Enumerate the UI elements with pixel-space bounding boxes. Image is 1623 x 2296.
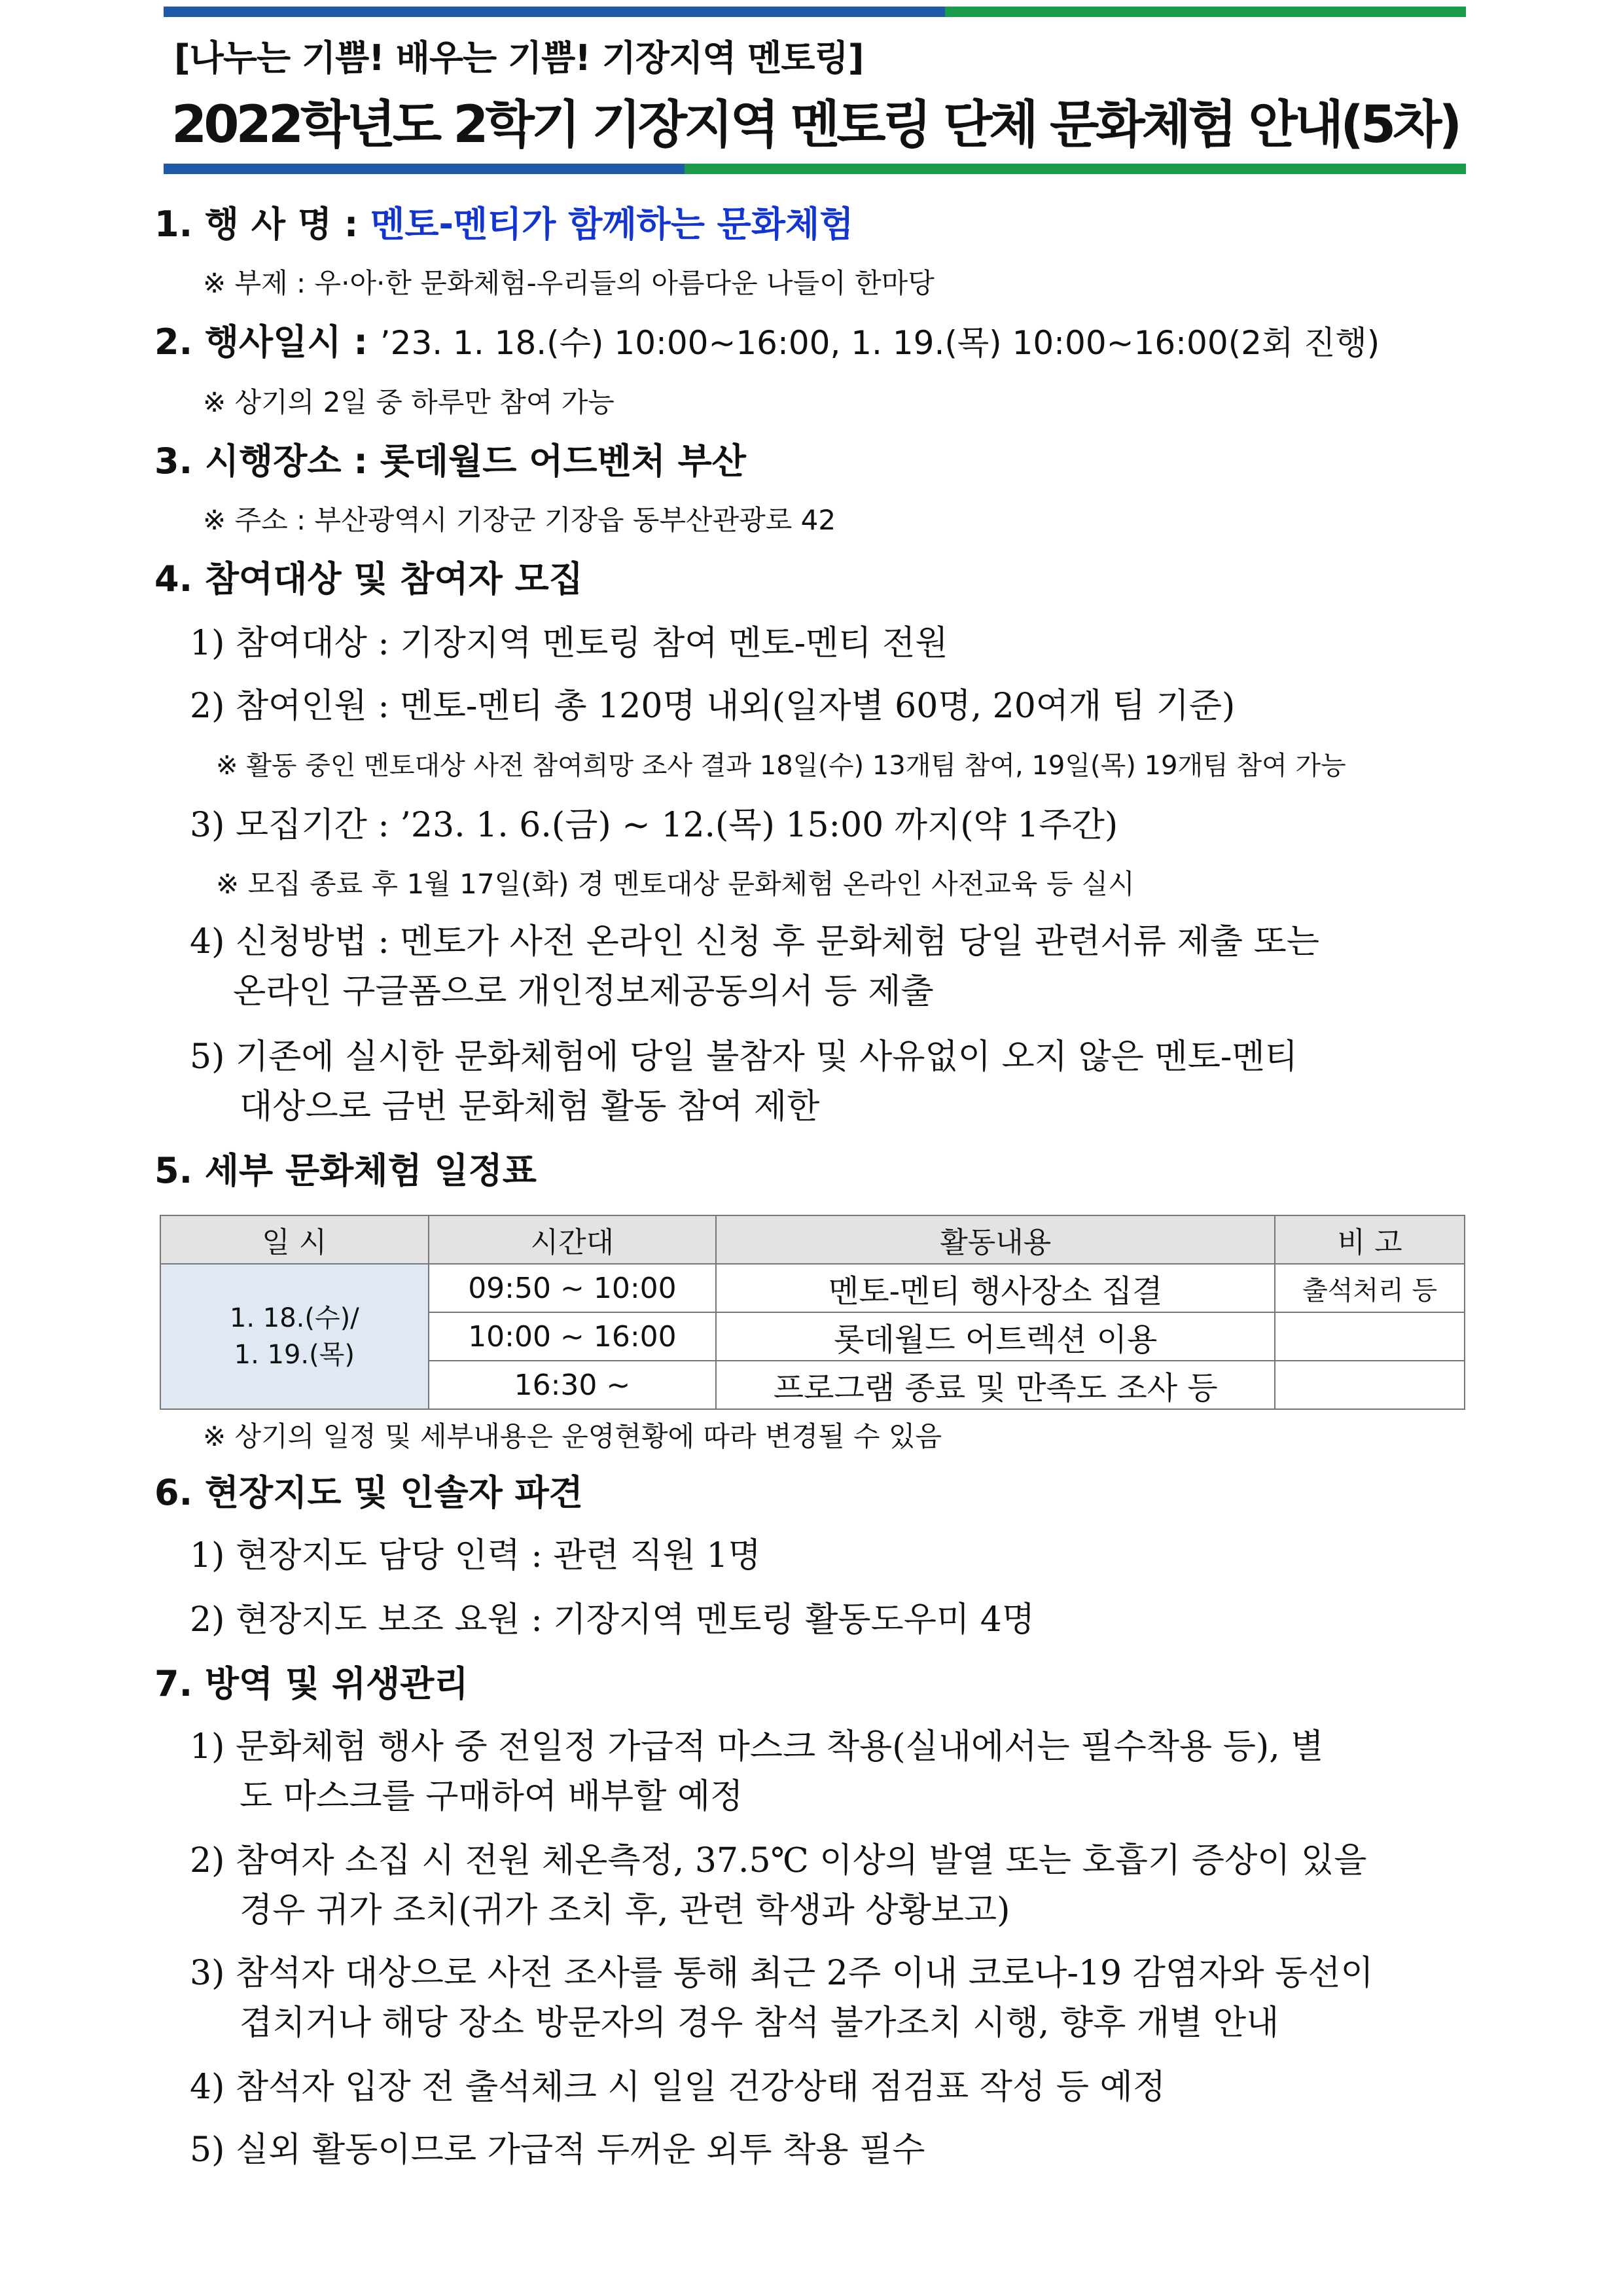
section-3-note: ※ 주소 : 부산광역시 기장군 기장읍 동부산관광로 42: [203, 504, 836, 536]
schedule-date-cell: [160, 1264, 429, 1409]
schedule-header-time: 시간대: [429, 1215, 717, 1264]
table-row: [160, 1264, 1465, 1312]
section-5-heading: 5. 세부 문화체험 일정표: [154, 1150, 537, 1191]
event-date: ’23. 1. 18.(수) 10:00~16:00, 1. 19.(목) 10:00~16:00(2회 진행): [380, 324, 1380, 362]
schedule-header-row: [160, 1215, 1465, 1264]
section-7-item-1-line-1: 1) 문화체험 행사 중 전일정 가급적 마스크 착용(실내에서는 필수착용 등), 별: [190, 1727, 1324, 1767]
schedule-time: 10:00 ~ 16:00: [429, 1312, 717, 1361]
schedule-content: 프로그램 종료 및 만족도 조사 등: [716, 1361, 1275, 1409]
section-7-item-4: 4) 참석자 입장 전 출석체크 시 일일 건강상태 점검표 작성 등 예정: [190, 2068, 1166, 2107]
schedule-note: [1275, 1312, 1465, 1361]
section-4-item-3: 3) 모집기간 : ’23. 1. 6.(금) ~ 12.(목) 15:00 까지(약 1주간): [190, 806, 1118, 845]
section-6-heading: 6. 현장지도 및 인솔자 파견: [154, 1472, 583, 1513]
section-4-item-5-line-1: 5) 기존에 실시한 문화체험에 당일 불참자 및 사유없이 오지 않은 멘토-멘티: [190, 1037, 1298, 1077]
schedule-header-note: 비 고: [1275, 1215, 1465, 1264]
header-top-bar: [164, 7, 1466, 17]
schedule-date-line-1: 1. 18.(수)/: [229, 1303, 359, 1333]
schedule-note: [1275, 1361, 1465, 1409]
section-3-heading: 3. 시행장소 : 롯데월드 어드벤처 부산: [154, 440, 746, 482]
section-7-item-2-line-2: 경우 귀가 조치(귀가 조치 후, 관련 학생과 상황보고): [240, 1891, 1010, 1930]
schedule-header-date: 일 시: [160, 1215, 429, 1264]
schedule-content: 롯데월드 어트렉션 이용: [716, 1312, 1275, 1361]
section-7-item-5: 5) 실외 활동이므로 가급적 두꺼운 외투 착용 필수: [190, 2130, 925, 2170]
schedule-time: 16:30 ~: [429, 1361, 717, 1409]
section-6-item-2: 2) 현장지도 보조 요원 : 기장지역 멘토링 활동도우미 4명: [190, 1600, 1035, 1640]
section-4-item-2: 2) 참여인원 : 멘토-멘티 총 120명 내외(일자별 60명, 20여개 팀 기준): [190, 687, 1236, 726]
header-bottom-bar: [164, 164, 1466, 174]
schedule-header-content: 활동내용: [716, 1215, 1275, 1264]
section-2-heading: [154, 314, 1380, 365]
section-4-item-4-line-1: 4) 신청방법 : 멘토가 사전 온라인 신청 후 문화체험 당일 관련서류 제출 또는: [190, 922, 1319, 961]
section-2-label: 2. 행사일시 :: [154, 321, 380, 363]
schedule-note: 출석처리 등: [1275, 1264, 1465, 1312]
section-7-heading: 7. 방역 및 위생관리: [154, 1663, 469, 1704]
section-4-item-4-line-2: 온라인 구글폼으로 개인정보제공동의서 등 제출: [233, 972, 934, 1011]
section-1-label: 1. 행 사 명 :: [154, 204, 371, 245]
schedule-time: 09:50 ~ 10:00: [429, 1264, 717, 1312]
section-7-item-2-line-1: 2) 참여자 소집 시 전원 체온측정, 37.5℃ 이상의 발열 또는 호흡기 증상이 있을: [190, 1841, 1367, 1880]
schedule-content: 멘토-멘티 행사장소 집결: [716, 1264, 1275, 1312]
section-1-note: ※ 부제 : 우·아·한 문화체험-우리들의 아름다운 나들이 한마당: [203, 267, 935, 299]
section-2-note: ※ 상기의 2일 중 하루만 참여 가능: [203, 386, 615, 418]
event-name: 멘토-멘티가 함께하는 문화체험: [370, 204, 854, 245]
schedule-date-line-2: 1. 19.(목): [234, 1340, 355, 1370]
section-4-item-1: 1) 참여대상 : 기장지역 멘토링 참여 멘토-멘티 전원: [190, 624, 948, 663]
section-7-item-3-line-1: 3) 참석자 대상으로 사전 조사를 통해 최근 2주 이내 코로나-19 감염자와 동선이: [190, 1954, 1374, 1993]
section-6-item-1: 1) 현장지도 담당 인력 : 관련 직원 1명: [190, 1536, 761, 1575]
section-4-heading: 4. 참여대상 및 참여자 모집: [154, 558, 583, 600]
section-4-item-5-line-2: 대상으로 금번 문화체험 활동 참여 제한: [240, 1087, 820, 1126]
schedule-table: [160, 1215, 1465, 1410]
section-1-heading: [154, 196, 853, 247]
section-4-item-3-note: ※ 모집 종료 후 1월 17일(화) 경 멘토대상 문화체험 온라인 사전교육 등 실시: [216, 868, 1135, 900]
section-5-note: ※ 상기의 일정 및 세부내용은 운영현황에 따라 변경될 수 있음: [203, 1420, 942, 1452]
section-4-item-2-note: ※ 활동 중인 멘토대상 사전 참여희망 조사 결과 18일(수) 13개팀 참여, 19일(목) 19개팀 참여 가능: [216, 751, 1346, 781]
document-title: 2022학년도 2학기 기장지역 멘토링 단체 문화체험 안내(5차): [171, 96, 1459, 154]
document-subtitle: [나누는 기쁨! 배우는 기쁨! 기장지역 멘토링]: [174, 37, 864, 79]
section-7-item-3-line-2: 겹치거나 해당 장소 방문자의 경우 참석 불가조치 시행, 향후 개별 안내: [240, 2003, 1279, 2043]
section-7-item-1-line-2: 도 마스크를 구매하여 배부할 예정: [240, 1777, 743, 1816]
